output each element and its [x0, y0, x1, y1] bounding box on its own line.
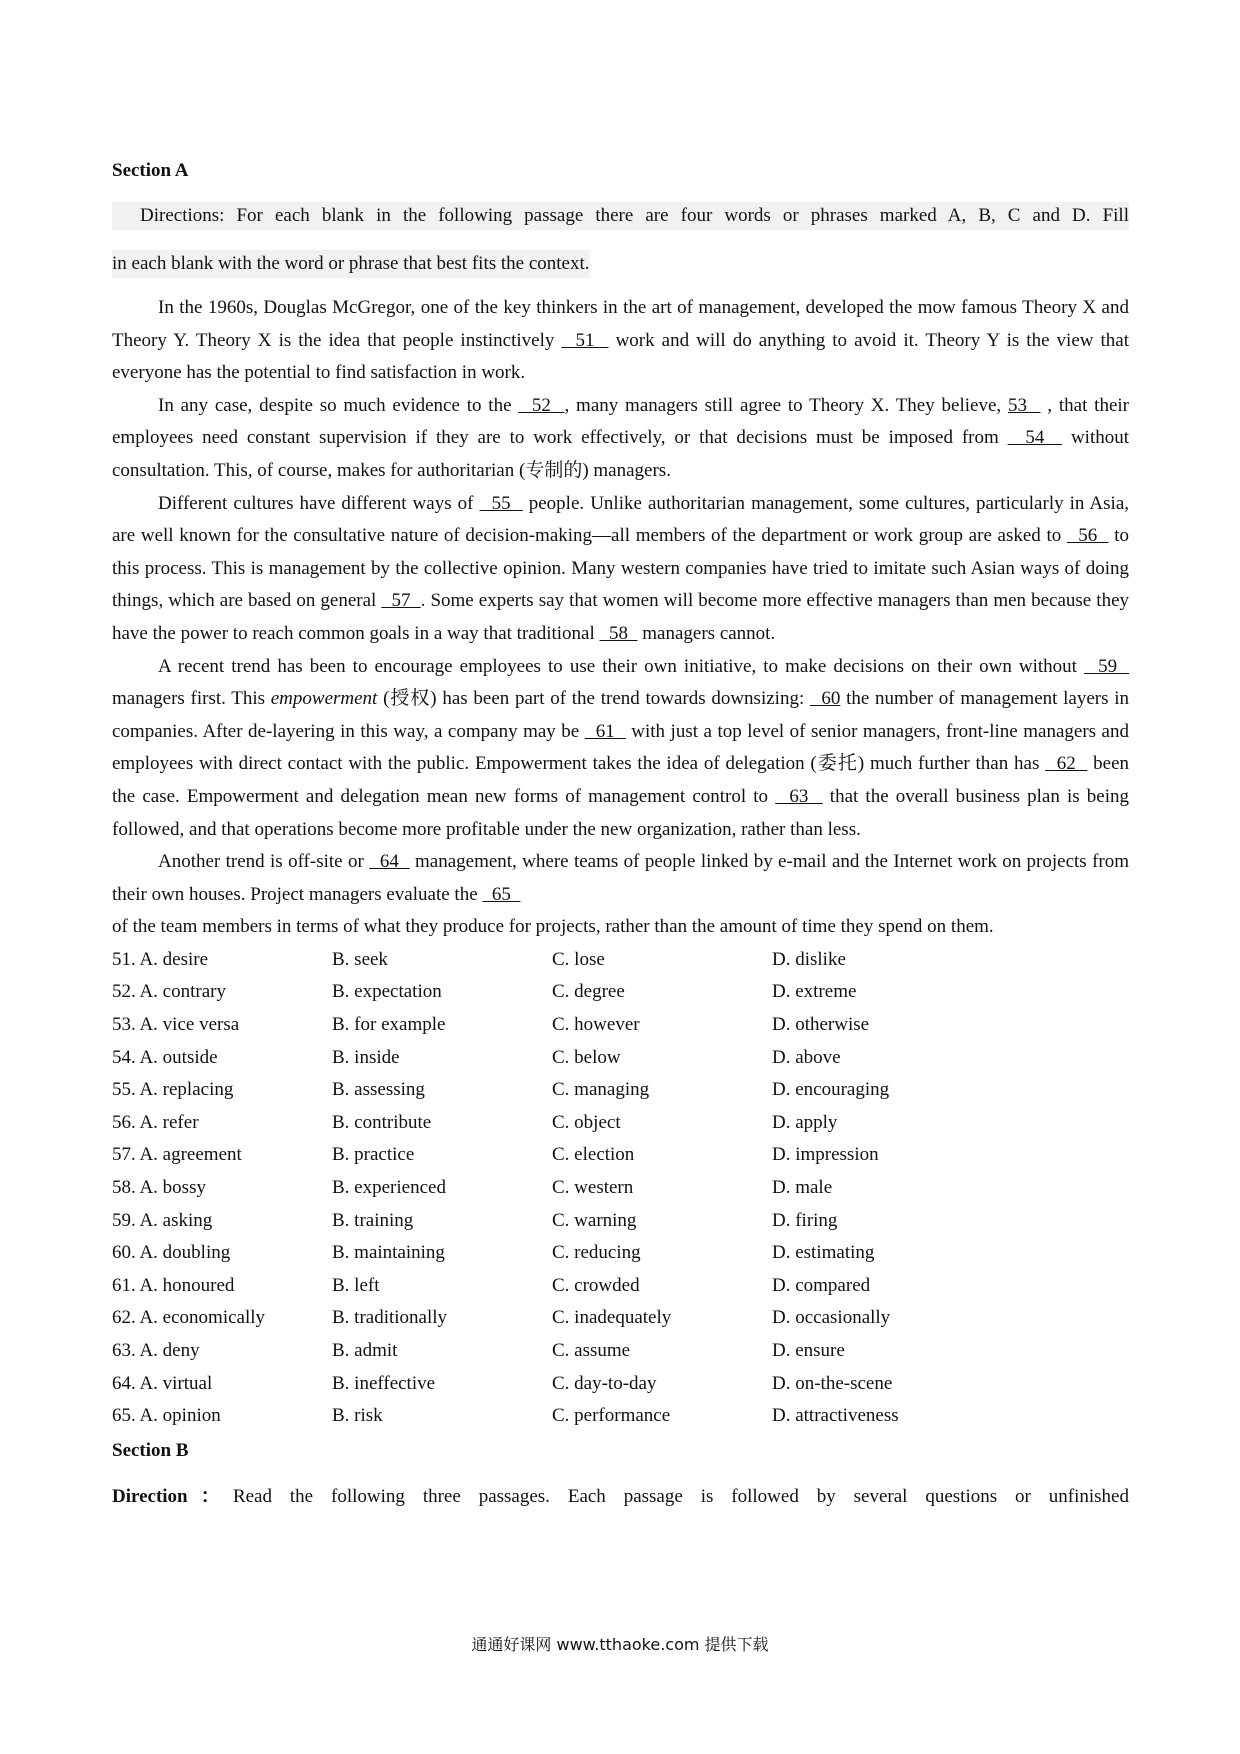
option-row — [112, 1172, 1129, 1205]
option-a: 62. A. economically — [112, 1307, 266, 1329]
option-row — [112, 1074, 1129, 1107]
option-c: C. below — [552, 1046, 621, 1068]
blank-number: 57 — [381, 590, 421, 612]
option-row — [112, 1205, 1129, 1238]
option-a: 63. A. deny — [112, 1340, 200, 1361]
option-row — [112, 1368, 1129, 1401]
option-c: C. reducing — [552, 1242, 641, 1264]
passage-text: A recent trend has been to encourage employees to use their own initiative, to make decisions on their own without — [158, 655, 1085, 677]
directions-line-2: in each blank with the word or phrase that best fits the context. — [112, 250, 590, 278]
option-a: 59. A. asking — [112, 1209, 213, 1231]
passage-text: people. Unlike authoritarian management, some cultures, particularly in Asia, are well known for the consultative nature of decision-making—all members of the department or work group are asked to — [112, 492, 1129, 547]
option-c: C. western — [552, 1177, 634, 1199]
cloze-passage — [112, 292, 1129, 944]
option-b: B. seek — [332, 948, 388, 970]
option-row — [112, 1270, 1129, 1303]
option-d: D. otherwise — [772, 1014, 870, 1036]
option-c: C. degree — [552, 981, 625, 1003]
blank-number: 63 — [775, 785, 823, 807]
passage-paragraph — [112, 488, 1129, 651]
option-c: C. however — [552, 1014, 640, 1036]
blank-number: 59 — [1084, 655, 1129, 677]
option-b: B. expectation — [332, 981, 442, 1003]
option-d: D. attractiveness — [772, 1405, 899, 1427]
option-c: C. managing — [552, 1079, 650, 1101]
option-d: D. dislike — [772, 948, 846, 970]
option-a: 58. A. bossy — [112, 1177, 206, 1199]
blank-number: 65 — [482, 883, 521, 905]
option-d: D. compared — [772, 1274, 871, 1296]
blank-number: 56 — [1066, 525, 1109, 547]
page-content — [112, 157, 1129, 1511]
option-d: D. encouraging — [772, 1079, 890, 1101]
option-c: C. inadequately — [552, 1307, 672, 1329]
option-d: D. on-the-scene — [772, 1372, 893, 1394]
option-d: D. estimating — [772, 1242, 875, 1264]
option-d: D. male — [772, 1177, 833, 1199]
option-b: B. training — [332, 1209, 414, 1231]
option-a: 55. A. replacing — [112, 1079, 234, 1101]
passage-text: been the case. Empowerment and delegation mean new forms of management control to — [112, 753, 1130, 807]
passage-text: that the overall business plan is being followed, and that operations become more profitable under the new organization, rather than less. — [112, 785, 1129, 840]
option-row — [112, 1335, 1129, 1368]
option-a: 60. A. doubling — [112, 1242, 231, 1264]
option-b: B. for example — [332, 1014, 446, 1036]
passage-paragraph — [112, 651, 1129, 847]
option-d: D. impression — [772, 1144, 879, 1166]
option-d: D. extreme — [772, 981, 857, 1003]
blank-number: 55 — [479, 492, 523, 514]
passage-text: Another trend is off-site or — [158, 851, 370, 873]
option-row — [112, 1302, 1129, 1335]
option-row — [112, 1042, 1129, 1075]
option-b: B. inside — [332, 1046, 400, 1068]
blank-number: 64 — [369, 851, 410, 873]
option-row — [112, 1009, 1129, 1042]
option-c: C. performance — [552, 1405, 671, 1427]
option-c: C. warning — [552, 1209, 637, 1231]
option-c: C. lose — [552, 948, 605, 970]
passage-text: to this process. This is management by the collective opinion. Many western companies have tried to imitate such Asian ways of doing things, which are based on general — [112, 525, 1130, 612]
blank-number: 51 — [561, 329, 609, 351]
passage-text: with just a top level of senior managers, front-line managers and employees with direct contact with the public. Empowerment takes the idea of delegation (委托) much further than has — [112, 720, 1129, 775]
blank-number: 58 — [599, 622, 638, 644]
directions-line-1: Directions: For each blank in the following passage there are four words or phrases marked A, B, C and D. Fill — [112, 202, 1129, 230]
passage-text: managers cannot. — [637, 622, 776, 644]
passage-text: (授权) has been part of the trend towards downsizing: — [377, 688, 810, 710]
option-b: B. admit — [332, 1340, 398, 1361]
option-row — [112, 1237, 1129, 1270]
blank-number: 61 — [584, 720, 626, 742]
section-b-direction-text: Read the following three passages. Each passage is followed by several questions or unfinished — [232, 1485, 1129, 1507]
passage-text: , that their employees need constant supervision if they are to work effectively, or that decisions must be imposed from — [112, 394, 1129, 449]
option-b: B. maintaining — [332, 1242, 445, 1264]
option-b: B. practice — [332, 1144, 415, 1166]
option-a: 54. A. outside — [112, 1046, 218, 1068]
passage-paragraph — [112, 292, 1129, 390]
section-b-direction — [112, 1483, 1129, 1511]
option-b: B. ineffective — [332, 1372, 436, 1394]
passage-paragraph — [112, 390, 1129, 488]
option-d: D. above — [772, 1046, 841, 1068]
italic-term: empowerment — [270, 688, 378, 710]
option-c: C. assume — [552, 1340, 631, 1361]
passage-text: In any case, despite so much evidence to the — [158, 394, 519, 416]
blank-number: 60 — [809, 688, 841, 710]
passage-text: managers first. This — [112, 688, 271, 710]
option-b: B. contribute — [332, 1111, 432, 1133]
option-d: D. occasionally — [772, 1307, 891, 1329]
option-d: D. ensure — [772, 1340, 845, 1361]
option-c: C. election — [552, 1144, 635, 1166]
option-c: C. crowded — [552, 1274, 640, 1296]
option-row — [112, 1107, 1129, 1140]
option-row — [112, 976, 1129, 1009]
option-row — [112, 944, 1129, 977]
option-d: D. apply — [772, 1111, 838, 1133]
section-a-title: Section A — [112, 160, 189, 181]
section-b-direction-label: Direction： — [112, 1485, 233, 1507]
blank-number: 54 — [1007, 427, 1063, 449]
page-footer: 通通好课网 www.tthaoke.com 提供下载 — [471, 1635, 769, 1654]
option-b: B. left — [332, 1274, 380, 1296]
passage-text: the number of management layers in companies. After de-layering in this way, a company may be — [112, 688, 1129, 742]
option-a: 65. A. opinion — [112, 1405, 221, 1427]
passage-text: of the team members in terms of what they produce for projects, rather than the amount of time they spend on them. — [112, 916, 994, 938]
passage-paragraph — [112, 846, 1129, 944]
option-a: 51. A. desire — [112, 948, 209, 970]
option-b: B. risk — [332, 1405, 383, 1427]
option-a: 53. A. vice versa — [112, 1014, 240, 1036]
passage-text: . Some experts say that women will become more effective managers than men because they have the power to reach common goals in a way that traditional — [112, 590, 1130, 644]
passage-text: management, where teams of people linked by e-mail and the Internet work on projects from their own houses. Project managers evaluate the — [112, 851, 1129, 905]
passage-text: In the 1960s, Douglas McGregor, one of the key thinkers in the art of management, developed the mow famous Theory X and Theory Y. Theory X is the idea that people instinctively — [112, 297, 1129, 351]
option-a: 64. A. virtual — [112, 1372, 213, 1394]
blank-number: 62 — [1045, 753, 1088, 775]
option-c: C. day-to-day — [552, 1372, 657, 1394]
option-b: B. assessing — [332, 1079, 425, 1101]
passage-text: , many managers still agree to Theory X. They believe, — [564, 394, 1008, 416]
option-b: B. experienced — [332, 1177, 446, 1199]
option-row — [112, 1400, 1129, 1433]
option-a: 52. A. contrary — [112, 981, 226, 1003]
option-d: D. firing — [772, 1209, 838, 1231]
option-a: 57. A. agreement — [112, 1144, 242, 1166]
option-a: 61. A. honoured — [112, 1274, 235, 1296]
answer-options — [112, 944, 1129, 1433]
option-c: C. object — [552, 1111, 621, 1133]
section-b-title: Section B — [112, 1439, 189, 1461]
passage-text: work and will do anything to avoid it. Theory Y is the view that everyone has the potential to find satisfaction in work. — [112, 329, 1129, 384]
option-b: B. traditionally — [332, 1307, 448, 1329]
blank-number: 52 — [518, 394, 565, 416]
passage-text: Different cultures have different ways of — [158, 492, 480, 514]
option-row — [112, 1139, 1129, 1172]
blank-number: 53 — [1007, 394, 1041, 416]
option-a: 56. A. refer — [112, 1111, 199, 1133]
passage-text: without consultation. This, of course, makes for authoritarian (专制的) managers. — [112, 427, 1130, 481]
